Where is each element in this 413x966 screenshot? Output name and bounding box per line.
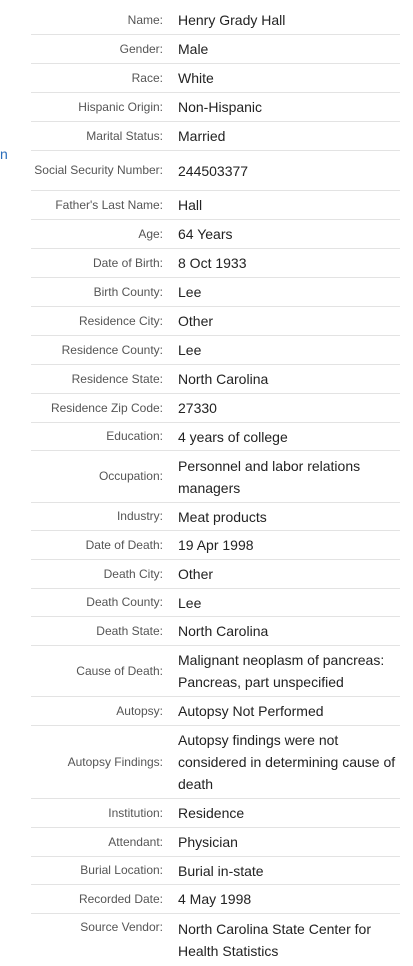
field-label: Source Vendor: — [80, 920, 163, 934]
record-row-cause-of-death — [31, 646, 400, 697]
field-value: Married — [178, 128, 226, 144]
record-row-recorded-date — [31, 885, 400, 914]
record-row-burial-location — [31, 857, 400, 885]
record-row-residence-state — [31, 365, 400, 394]
record-details-table — [31, 6, 400, 966]
field-label: Father's Last Name: — [55, 197, 163, 212]
field-label: Date of Birth: — [92, 255, 163, 270]
record-row-attendant — [31, 828, 400, 857]
record-row-education — [31, 423, 400, 451]
field-value: Henry Grady Hall — [178, 12, 286, 28]
field-label: Age: — [138, 226, 163, 241]
record-row-marital-status — [31, 122, 400, 151]
field-value: Meat products — [178, 508, 267, 525]
record-row-social-security-number — [31, 151, 400, 191]
field-value: Autopsy Not Performed — [178, 703, 324, 719]
field-label: Burial Location: — [80, 863, 163, 877]
field-value: Autopsy findings were not considered in determining cause of death — [178, 732, 396, 792]
field-label: Recorded Date: — [78, 891, 163, 906]
record-row-autopsy — [31, 697, 400, 726]
field-value: Non-Hispanic — [178, 99, 263, 115]
field-label: Autopsy: — [116, 703, 163, 718]
field-value: 19 Apr 1998 — [178, 537, 254, 553]
field-label: Residence Zip Code: — [50, 400, 163, 415]
field-label: Attendant: — [108, 834, 163, 849]
field-value: 4 May 1998 — [178, 891, 252, 907]
field-label: Autopsy Findings: — [67, 754, 163, 769]
field-value: Lee — [178, 594, 202, 611]
field-label: Social Security Number: — [34, 163, 163, 177]
record-row-hispanic-origin — [31, 93, 400, 122]
field-label: Name: — [127, 12, 163, 27]
field-label: Residence County: — [61, 342, 163, 357]
field-value: 27330 — [178, 400, 217, 416]
record-row-occupation — [31, 451, 400, 503]
record-row-date-of-death — [31, 531, 400, 560]
field-label: Race: — [131, 70, 163, 85]
side-link-fragment[interactable]: n — [0, 146, 8, 162]
field-label: Death City: — [103, 566, 163, 581]
field-value: North Carolina State Center for Health Statistics — [178, 921, 371, 959]
field-label: Industry: — [116, 509, 163, 523]
field-label: Date of Death: — [85, 537, 163, 552]
record-row-birth-county — [31, 278, 400, 307]
field-value: Other — [178, 313, 214, 329]
record-row-gender — [31, 35, 400, 64]
field-value: Residence — [178, 805, 245, 821]
field-label: Gender: — [119, 41, 163, 56]
field-value: Physician — [178, 834, 238, 850]
field-value: 64 Years — [178, 226, 233, 242]
field-value: 244503377 — [178, 162, 249, 179]
record-row-residence-county — [31, 336, 400, 365]
field-label: Marital Status: — [86, 128, 163, 143]
field-value: North Carolina — [178, 623, 269, 639]
field-label: Cause of Death: — [76, 663, 163, 678]
field-label: Education: — [106, 429, 163, 443]
field-label: Death County: — [86, 595, 163, 609]
field-value: Other — [178, 566, 214, 582]
field-value: North Carolina — [178, 371, 269, 387]
field-value: Personnel and labor relations managers — [178, 457, 361, 496]
field-value: Burial in-state — [178, 862, 264, 879]
record-row-death-state — [31, 617, 400, 646]
field-label: Residence City: — [78, 313, 163, 328]
record-row-residence-city — [31, 307, 400, 336]
field-label: Occupation: — [98, 469, 163, 483]
record-row-name — [31, 6, 400, 35]
record-row-date-of-birth — [31, 249, 400, 278]
record-row-industry — [31, 503, 400, 531]
field-value: Male — [178, 41, 209, 57]
field-value: Malignant neoplasm of pancreas: Pancreas, part unspecified — [178, 652, 385, 690]
field-value: Hall — [178, 197, 203, 213]
field-label: Institution: — [108, 805, 163, 820]
field-value: Lee — [178, 284, 202, 300]
field-value: 4 years of college — [178, 428, 288, 445]
record-row-death-county — [31, 589, 400, 617]
record-row-death-city — [31, 560, 400, 589]
field-label: Hispanic Origin: — [78, 99, 163, 114]
field-value: 8 Oct 1933 — [178, 255, 247, 271]
record-row-age — [31, 220, 400, 249]
record-row-institution — [31, 799, 400, 828]
field-label: Birth County: — [93, 284, 163, 299]
record-row-residence-zip-code — [31, 394, 400, 423]
field-value: White — [178, 70, 214, 86]
record-row-autopsy-findings — [31, 726, 400, 799]
field-value: Lee — [178, 342, 202, 358]
field-label: Residence State: — [71, 371, 163, 386]
record-row-race — [31, 64, 400, 93]
record-row-fathers-last-name — [31, 191, 400, 220]
record-row-source-vendor — [31, 914, 400, 966]
field-label: Death State: — [96, 623, 163, 638]
